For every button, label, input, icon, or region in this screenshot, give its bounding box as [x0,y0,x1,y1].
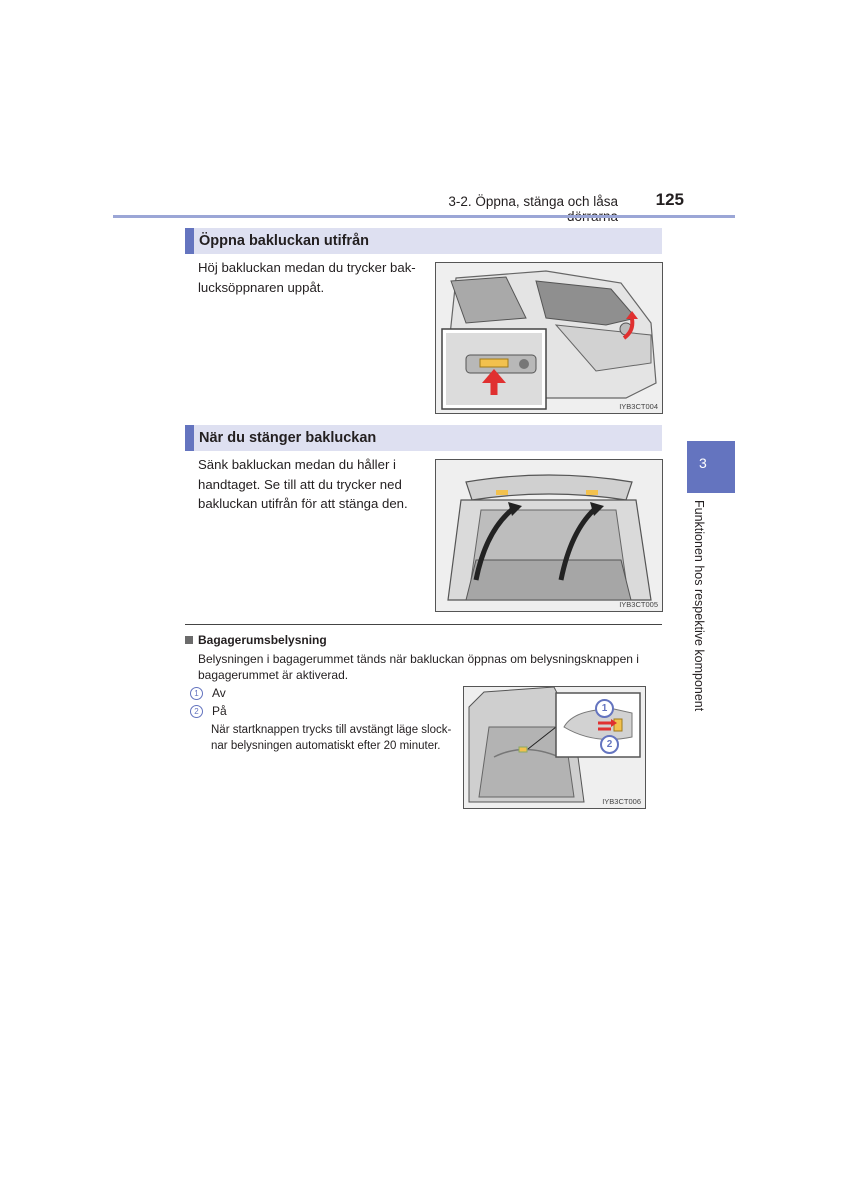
figure-code: IYB3CT005 [619,600,658,609]
option-label: På [212,704,227,718]
callout-2-icon: 2 [600,735,619,754]
header-rule [113,215,735,218]
chapter-title: Funktionen hos respektive komponent [692,500,706,712]
subsection-title: Bagagerumsbelysning [198,633,327,647]
section-divider [185,624,662,625]
car-rear-opener-illustration [436,263,662,413]
number-1-icon: 1 [190,687,203,700]
section2-text [198,455,424,514]
figure-code: IYB3CT006 [602,797,641,806]
section-heading-open-tailgate: Öppna bakluckan utifrån [185,228,662,254]
section1-text-line: Höj bakluckan medan du trycker bak- [198,260,416,275]
running-header: 3-2. Öppna, stänga och låsa [448,194,618,209]
option-label: Av [212,686,226,700]
square-bullet-icon [185,636,193,644]
open-tailgate-illustration [436,460,662,611]
note-text-line: När startknappen trycks till avstängt läge slock- [211,724,452,736]
option-item-off [190,685,226,701]
figure-tailgate-opener [435,262,663,414]
section2-text-line: bakluckan utifrån för att stänga den. [198,496,408,511]
section2-text-line: handtaget. Se till att du trycker ned [198,476,402,492]
section3-text-line: Belysningen i bagagerummet tänds när bakluckan öppnas om belysningsknappen i [198,652,639,666]
section3-text [198,651,659,683]
section2-text-line: Sänk bakluckan medan du håller i [198,457,396,472]
note-text-line: nar belysningen automatiskt efter 20 minuter. [211,740,441,752]
callout-1-icon: 1 [595,699,614,718]
figure-luggage-light-switch [463,686,646,809]
figure-code: IYB3CT004 [619,402,658,411]
page-number: 125 [655,190,684,209]
section3-text-line: bagagerummet är aktiverad. [198,668,349,682]
chapter-number: 3 [699,455,707,471]
option-item-on [190,703,227,719]
chapter-tab [687,441,735,493]
subsection-heading [185,633,327,647]
note-text [211,722,451,754]
figure-tailgate-closing [435,459,663,612]
section1-text-line: lucksöppnaren uppåt. [198,279,325,295]
number-2-icon: 2 [190,705,203,718]
section-heading-close-tailgate: När du stänger bakluckan [185,425,662,451]
section1-text [198,258,424,297]
